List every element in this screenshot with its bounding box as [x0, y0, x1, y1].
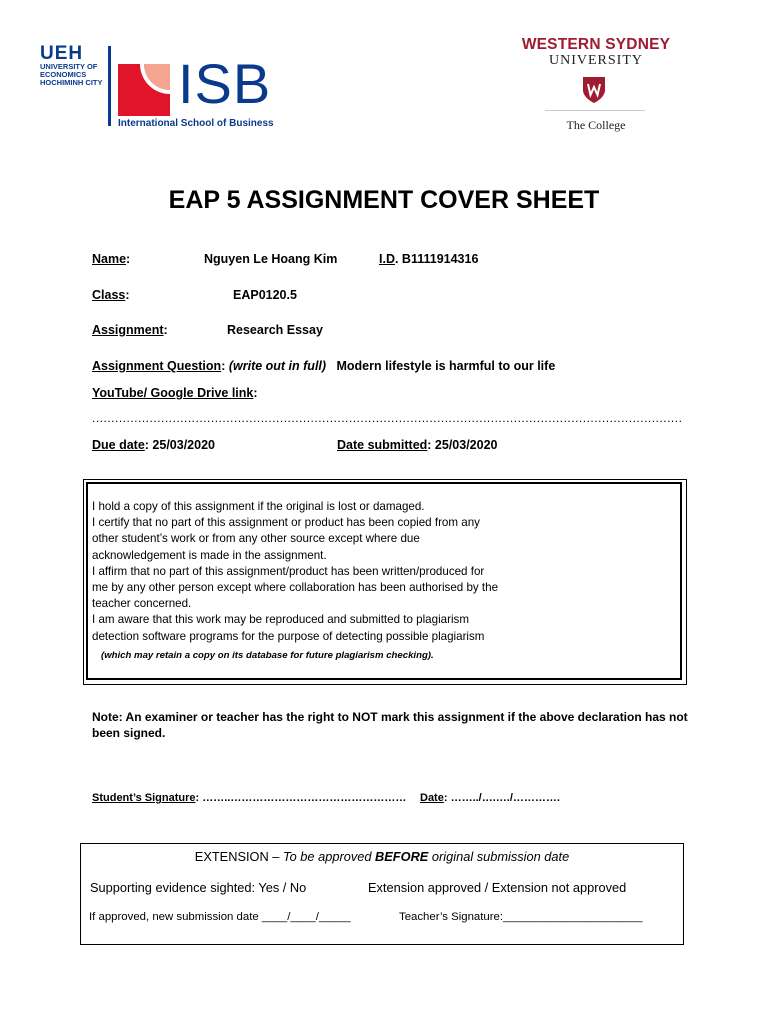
wsu-subtitle: UNIVERSITY	[549, 53, 643, 68]
isb-subtitle: International School of Business	[118, 118, 274, 129]
logo-divider	[108, 46, 111, 126]
signature-date: Date: ……../….…./………….	[420, 792, 560, 804]
isb-letters: ISB	[178, 52, 272, 115]
ueh-wordmark: UEH UNIVERSITY OF ECONOMICS HOCHIMINH CITY	[40, 43, 103, 87]
assignment-question: Assignment Question: (write out in full) Modern lifestyle is harmful to our life	[92, 359, 556, 373]
class-value: EAP0120.5	[233, 288, 297, 302]
wsu-title: WESTERN SYDNEY	[521, 36, 671, 53]
wsu-shield-icon	[582, 76, 606, 104]
declaration-line: detection software programs for the purpose of detecting possible plagiarism	[92, 629, 485, 643]
date-submitted: Date submitted: 25/03/2020	[337, 438, 498, 452]
ueh-isb-logo	[34, 38, 284, 130]
declaration-text	[92, 499, 498, 645]
declaration-line: I hold a copy of this assignment if the original is lost or damaged.	[92, 500, 425, 513]
evidence-sighted: Supporting evidence sighted: Yes / No	[90, 880, 307, 895]
wsu-rule	[545, 110, 645, 111]
declaration-line: I certify that no part of this assignment or product has been copied from any	[92, 516, 480, 530]
due-date: Due date: 25/03/2020	[92, 438, 215, 452]
declaration-line: me by any other person except where collaboration has been authorised by the	[92, 581, 499, 595]
student-signature: Student’s Signature: ……..…………………………………………	[92, 792, 407, 804]
note-text: Note: An examiner or teacher has the right to NOT mark this assignment if the above declaration has not been signed.	[92, 710, 688, 740]
new-submission-date: If approved, new submission date ____/____/_____	[89, 911, 351, 923]
extension-approval: Extension approved / Extension not approved	[368, 880, 627, 895]
teacher-signature: Teacher’s Signature:______________________	[399, 911, 643, 923]
wsu-college: The College	[566, 118, 626, 132]
name-value: Nguyen Le Hoang Kim	[204, 252, 338, 266]
extension-heading: EXTENSION – To be approved BEFORE original submission date	[194, 849, 570, 864]
link-dotted-line: ..........................................................................................................................................................	[92, 411, 683, 425]
declaration-footnote: (which may retain a copy on its database for future plagiarism checking).	[101, 650, 434, 661]
declaration-line: acknowledgement is made in the assignment.	[92, 548, 327, 562]
link-label: YouTube/ Google Drive link:	[92, 386, 258, 400]
question-value: Modern lifestyle is harmful to our life	[336, 359, 556, 373]
page-title: EAP 5 ASSIGNMENT COVER SHEET	[168, 186, 600, 214]
isb-mark-icon	[118, 64, 170, 116]
assignment-label: Assignment:	[92, 323, 168, 337]
name-label: Name:	[92, 252, 131, 266]
assignment-value: Research Essay	[227, 323, 323, 337]
id-field: I.D. B1111914316	[379, 252, 479, 266]
class-label: Class:	[92, 288, 130, 302]
declaration-line: teacher concerned.	[92, 597, 192, 611]
declaration-line: I am aware that this work may be reproduced and submitted to plagiarism	[92, 613, 469, 627]
declaration-line: I affirm that no part of this assignment/product has been written/produced for	[92, 564, 485, 578]
declaration-line: other student’s work or from any other source except where due	[92, 532, 420, 546]
